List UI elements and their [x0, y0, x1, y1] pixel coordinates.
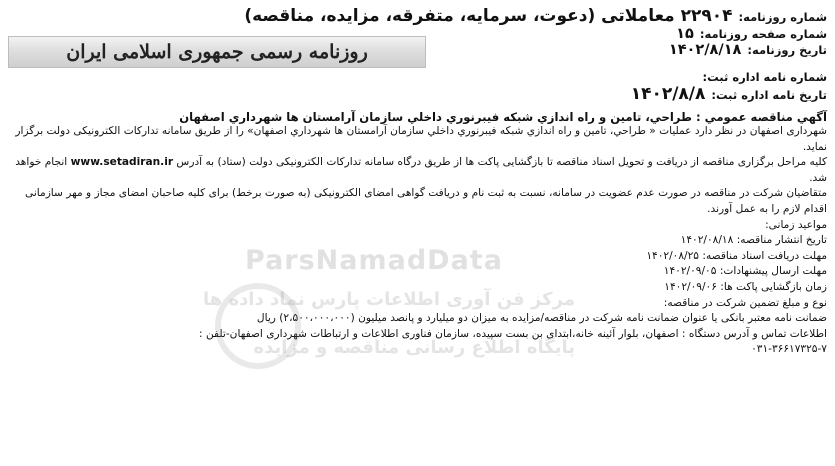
newspaper-number-label: شماره روزنامه: [738, 10, 827, 24]
registration-date-value: ۱۴۰۲/۸/۸ [630, 84, 706, 104]
newspaper-date-value: ۱۴۰۲/۸/۱۸ [668, 42, 742, 58]
contact-phone: ۰۳۱-۳۶۶۱۷۳۲۵-۷ [751, 343, 827, 356]
submit-deadline-row [8, 264, 827, 280]
docs-deadline-value: ۱۴۰۲/۰۸/۲۵ [646, 249, 700, 262]
opening-time-label: زمان بازگشایی پاکت ها: [720, 280, 827, 293]
setad-url-link[interactable]: www.setadiran.ir [70, 156, 174, 169]
contact-info: اطلاعات تماس و آدرس دستگاه : اصفهان، بلوار آئینه خانه،ابتدای بن بست سپیده، سازمان فناوری اطلاعات و ارتباطات شهرداری اصفهان-تلفن : [199, 327, 827, 340]
submit-deadline-value: ۱۴۰۲/۰۹/۰۵ [663, 265, 717, 278]
publish-date-value: ۱۴۰۲/۰۸/۱۸ [680, 234, 734, 247]
docs-deadline-label: مهلت دریافت اسناد مناقصه: [702, 249, 827, 262]
registration-number-line [8, 70, 827, 84]
official-gazette-banner [8, 36, 426, 68]
publish-date-row [8, 233, 827, 249]
banner-title: روزنامه رسمی جمهوری اسلامی ایران [66, 41, 368, 63]
notice-paragraph-registration: متقاضیان شرکت در مناقصه در صورت عدم عضویت در سامانه، نسبت به ثبت نام و دریافت گواهی امضای الکترونیکی (به صورت برخط) برای کلیه صاحبان امضای مجاز و مهر سازمانی اقدام لازم را به عمل آورند. [25, 187, 827, 215]
notice-paragraph-intro: شهرداری اصفهان در نظر دارد عملیات « طراحي، تامين و راه اندازي شبكه فيبرنوري داخلي سازمان آرامستان ها شهرداري اصفهان» را از طریق سامانه تدارکات الکترونیکی دولت برگزار نماید. [15, 125, 827, 153]
registration-number-label: شماره نامه اداره ثبت: [702, 70, 827, 84]
procedure-end-text: انجام خواهد شد. [15, 156, 827, 184]
watermark-line-1: مرکز فن آوری اطلاعات پارس نماد داده ها [202, 289, 575, 310]
newspaper-date-label: تاریخ روزنامه: [747, 43, 827, 57]
guarantee-heading: نوع و مبلغ تضمین شرکت در مناقصه: [663, 296, 827, 309]
newspaper-number-line [8, 6, 827, 26]
submit-deadline-label: مهلت ارسال پیشنهادات: [719, 265, 827, 278]
publish-date-label: تاریخ انتشار مناقصه: [736, 234, 827, 247]
opening-time-row [8, 280, 827, 296]
watermark-site-name: ParsNamadData [245, 245, 503, 276]
registration-date-label: تاریخ نامه اداره ثبت: [711, 88, 827, 102]
procedure-text: کلیه مراحل برگزاری مناقصه از دریافت و تحویل اسناد مناقصه تا بازگشایی پاکت ها از طریق درگاه سامانه تدارکات الکترونیکی دولت (ستاد) به آدرس [176, 156, 827, 169]
notice-body [8, 124, 827, 358]
docs-deadline-row [8, 249, 827, 265]
newspaper-number-value: ۲۲۹۰۴ معاملاتی (دعوت، سرمایه، متفرقه، مزایده، مناقصه) [244, 6, 733, 26]
notice-paragraph-procedure [8, 155, 827, 186]
page-number-value: ۱۵ [676, 26, 694, 42]
deadlines-heading: مواعید زمانی: [765, 218, 827, 231]
opening-time-value: ۱۴۰۲/۰۹/۰۶ [664, 280, 717, 293]
page-number-label: شماره صفحه روزنامه: [699, 27, 827, 41]
registration-date-line [8, 84, 827, 104]
watermark-line-2: پایگاه اطلاع رسانی مناقصه و مزایده [253, 337, 575, 358]
notice-title: آگهي مناقصه عمومي : طراحي، تامين و راه اندازي شبكه فيبرنوري داخلي سازمان آرامستان ها شهرداري اصفهان [179, 110, 827, 124]
guarantee-text: ضمانت نامه معتبر بانکی یا عنوان ضمانت نامه شرکت در مناقصه/مزایده به میزان دو میلیارد و پانصد میلیون (۲،۵۰۰،۰۰۰،۰۰۰) ریال [256, 312, 827, 325]
